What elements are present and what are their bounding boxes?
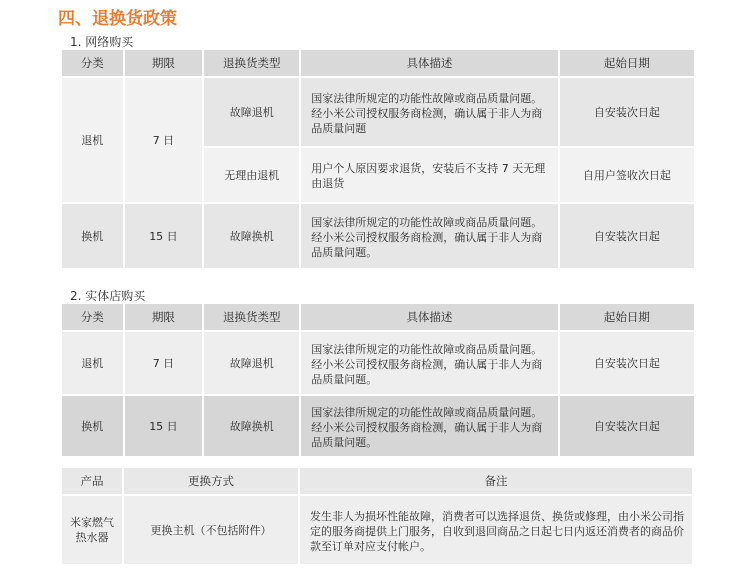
category-cell: 退机 bbox=[62, 332, 123, 396]
type-cell: 故障换机 bbox=[204, 396, 299, 458]
type-cell: 故障换机 bbox=[204, 204, 299, 270]
header-description: 具体描述 bbox=[301, 50, 557, 78]
product-replacement-table bbox=[60, 468, 694, 566]
table-row bbox=[62, 332, 694, 396]
table-header-row bbox=[62, 304, 694, 332]
header-start-date: 起始日期 bbox=[560, 304, 694, 332]
type-cell: 故障退机 bbox=[204, 78, 299, 148]
start-date-cell: 自安装次日起 bbox=[560, 78, 694, 148]
header-period: 期限 bbox=[125, 304, 203, 332]
category-cell: 退机 bbox=[62, 78, 123, 204]
description-cell: 国家法律所规定的功能性故障或商品质量问题。经小米公司授权服务商检测，确认属于非人为商品质量问题。 bbox=[301, 332, 557, 396]
category-cell: 换机 bbox=[62, 396, 123, 458]
store-purchase-heading: 2. 实体店购买 bbox=[70, 289, 146, 303]
table-row bbox=[62, 496, 692, 566]
header-category: 分类 bbox=[62, 50, 123, 78]
replacement-method-cell: 更换主机（不包括附件） bbox=[124, 496, 298, 566]
header-type: 退换货类型 bbox=[204, 50, 299, 78]
online-purchase-heading: 1. 网络购买 bbox=[70, 35, 134, 49]
start-date-cell: 自安装次日起 bbox=[560, 332, 694, 396]
table-row bbox=[62, 78, 694, 148]
table-row bbox=[62, 204, 694, 270]
start-date-cell: 自用户签收次日起 bbox=[560, 148, 694, 204]
period-cell: 7 日 bbox=[125, 332, 203, 396]
header-method: 更换方式 bbox=[124, 468, 298, 496]
description-cell: 国家法律所规定的功能性故障或商品质量问题。经小米公司授权服务商检测，确认属于非人为商品质量问题 bbox=[301, 78, 557, 148]
header-note: 备注 bbox=[300, 468, 692, 496]
type-cell: 无理由退机 bbox=[204, 148, 299, 204]
start-date-cell: 自安装次日起 bbox=[560, 396, 694, 458]
period-cell: 15 日 bbox=[125, 396, 203, 458]
type-cell: 故障退机 bbox=[204, 332, 299, 396]
online-policy-table bbox=[60, 50, 696, 270]
product-name-cell: 米家燃气热水器 bbox=[62, 496, 122, 566]
header-start-date: 起始日期 bbox=[560, 50, 694, 78]
note-cell: 发生非人为损坏性能故障，消费者可以选择退货、换货或修理，由小米公司指定的服务商提供上门服务，自收到退回商品之日起七日内返还消费者的商品价款至订单对应支付帐户。 bbox=[300, 496, 692, 566]
description-cell: 国家法律所规定的功能性故障或商品质量问题。经小米公司授权服务商检测，确认属于非人为商品质量问题。 bbox=[301, 396, 557, 458]
description-cell: 国家法律所规定的功能性故障或商品质量问题。经小米公司授权服务商检测，确认属于非人为商品质量问题。 bbox=[301, 204, 557, 270]
store-policy-table bbox=[60, 304, 696, 458]
table-row bbox=[62, 396, 694, 458]
header-period: 期限 bbox=[125, 50, 203, 78]
header-description: 具体描述 bbox=[301, 304, 557, 332]
period-cell: 7 日 bbox=[125, 78, 203, 204]
description-cell: 用户个人原因要求退货，安装后不支持 7 天无理由退货 bbox=[301, 148, 557, 204]
table-header-row bbox=[62, 50, 694, 78]
category-cell: 换机 bbox=[62, 204, 123, 270]
section-title: 四、退换货政策 bbox=[58, 9, 177, 29]
header-type: 退换货类型 bbox=[204, 304, 299, 332]
table-header-row bbox=[62, 468, 692, 496]
start-date-cell: 自安装次日起 bbox=[560, 204, 694, 270]
header-product: 产品 bbox=[62, 468, 122, 496]
period-cell: 15 日 bbox=[125, 204, 203, 270]
header-category: 分类 bbox=[62, 304, 123, 332]
